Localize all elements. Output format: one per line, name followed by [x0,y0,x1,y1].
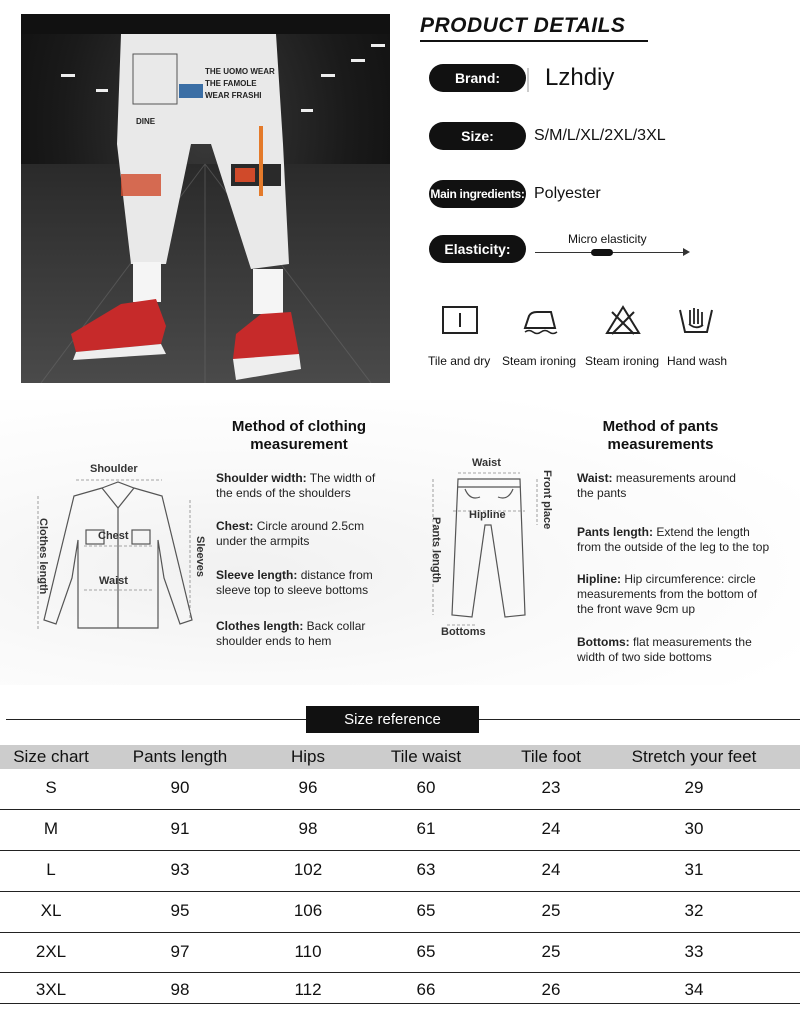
cell-size: L [46,860,56,879]
header-tile-foot: Tile foot [521,747,581,766]
table-row [0,810,800,851]
waist-label: Waist [99,575,128,587]
cell-pants-length: 91 [170,819,190,838]
cell-size: XL [40,901,62,920]
pants-waist-label: Waist [472,457,501,469]
care-label-no-bleach: Steam ironing [585,354,660,368]
product-photo [21,14,390,383]
cell-size: S [45,778,57,797]
steam-iron-icon [521,304,559,336]
cell-hips: 110 [294,942,322,961]
chest-label: Chest [98,530,129,542]
clothing-item-shoulder [216,471,381,501]
cell-stretch-feet: 31 [684,860,704,879]
cell-hips: 106 [293,901,323,920]
sleeves-label: Sleeves [194,536,206,577]
size-value: S/M/L/XL/2XL/3XL [534,127,666,144]
header-size-chart: Size chart [13,747,89,766]
clothing-desc: Circle around 2.5cm under the armpits [216,519,365,548]
bottoms-label: Bottoms [441,626,486,638]
front-place-label: Front place [541,470,553,530]
clothing-desc: The width of the ends of the shoulders [216,471,376,500]
brand-label: Brand: [429,64,526,92]
cell-hips: 96 [298,778,318,797]
pants-term: Waist: [577,471,613,485]
table-row [0,933,800,973]
elasticity-value: Micro elasticity [568,232,647,246]
clothing-term: Chest: [216,519,254,533]
header-pants-length: Pants length [132,747,228,766]
clothes-length-label: Clothes length [37,518,49,595]
pants-item-length [577,525,777,555]
ingredients-label: Main ingredients: [429,180,526,208]
table-row [0,973,800,1004]
pants-item-waist [577,471,755,501]
clothing-desc: Back collar shoulder ends to hem [216,619,366,648]
cell-stretch-feet: 34 [684,980,704,999]
pants-item-bottoms [577,635,767,665]
no-bleach-icon [604,304,642,336]
header-tile-waist: Tile waist [390,747,462,766]
pants-term: Pants length: [577,525,654,539]
size-reference-title: Size reference [306,706,479,733]
cell-tile-waist: 60 [416,778,436,797]
pants-method-heading [578,418,743,454]
product-details-title: PRODUCT DETAILS [420,14,626,37]
clothing-item-sleeve [216,568,384,598]
pants-desc: flat measurements the width of two side bottoms [577,635,752,664]
table-bottom-rule [0,1003,800,1004]
cell-size: 3XL [35,980,67,999]
cell-tile-waist: 63 [416,860,436,879]
cell-size: 2XL [35,942,67,961]
clothing-heading-line-1: Method of clothing [231,418,367,435]
print-line-2: THE FAMOLE [205,79,257,88]
pants-term: Hipline: [577,572,621,586]
clothing-term: Clothes length: [216,619,304,633]
cell-tile-foot: 25 [541,901,561,920]
size-label: Size: [429,122,526,150]
pants-item-hipline [577,572,767,617]
care-label-hand-wash: Hand wash [667,354,728,368]
header-hips: Hips [290,747,326,766]
table-row [0,851,800,892]
clothing-term: Sleeve length: [216,568,298,582]
cell-tile-waist: 61 [416,819,436,838]
cell-tile-waist: 66 [416,980,436,999]
cell-pants-length: 95 [170,901,190,920]
clothing-item-chest [216,519,381,549]
cell-tile-foot: 24 [541,819,561,838]
cell-hips: 102 [293,860,323,879]
pants-term: Bottoms: [577,635,630,649]
pants-desc: measurements around the pants [577,471,736,500]
ingredients-value: Polyester [534,185,601,202]
cell-stretch-feet: 33 [684,942,704,961]
hand-wash-icon [677,304,715,336]
cell-stretch-feet: 30 [684,819,704,838]
tumble-dry-icon [441,304,479,336]
brand-divider [527,68,529,92]
cell-hips: 98 [298,819,318,838]
title-underline [420,40,648,42]
pants-heading-line-1: Method of pants [602,418,719,435]
cell-pants-length: 90 [170,778,190,797]
clothing-heading-line-2: measurement [250,436,348,453]
care-label-tumble-dry: Tile and dry [428,354,491,368]
size-reference-rule-right [479,719,800,720]
clothing-desc: distance from sleeve top to sleeve bottoms [216,568,373,597]
pants-desc: Hip circumference: circle measurements from the bottom of the front wave 9cm up [577,572,758,616]
elasticity-marker [591,249,613,256]
care-label-steam-ironing: Steam ironing [502,354,577,368]
arrow-right-icon [683,248,690,256]
pants-diagram [425,465,555,630]
pants-model-illustration [21,14,390,383]
cell-hips: 112 [294,980,322,999]
cell-tile-waist: 65 [416,901,436,920]
table-row [0,892,800,933]
pants-desc: Extend the length from the outside of the leg to the top [577,525,770,554]
cell-pants-length: 97 [170,942,190,961]
table-row [0,769,800,810]
cell-pants-length: 98 [170,980,190,999]
size-reference-rule-left [6,719,306,720]
cell-stretch-feet: 32 [684,901,704,920]
elasticity-label: Elasticity: [429,235,526,263]
cell-size: M [43,819,59,838]
cell-pants-length: 93 [170,860,190,879]
header-stretch-feet: Stretch your feet [631,747,757,766]
print-line-1: THE UOMO WEAR [205,67,275,76]
cell-tile-foot: 23 [541,778,561,797]
print-line-4: DINE [136,117,156,126]
hipline-label: Hipline [469,509,506,521]
pants-length-label: Pants length [430,517,442,584]
cell-tile-foot: 26 [541,980,561,999]
cell-tile-foot: 24 [541,860,561,879]
cell-tile-waist: 65 [416,942,436,961]
shirt-diagram [30,460,210,635]
brand-value: Lzhdiy [545,64,615,91]
cell-tile-foot: 25 [541,942,561,961]
print-line-3: WEAR FRASHI [205,91,262,100]
pants-heading-line-2: measurements [607,436,714,453]
clothing-method-heading [215,418,383,454]
shoulder-label: Shoulder [90,463,138,475]
cell-stretch-feet: 29 [684,778,704,797]
clothing-item-length [216,619,381,649]
clothing-term: Shoulder width: [216,471,307,485]
